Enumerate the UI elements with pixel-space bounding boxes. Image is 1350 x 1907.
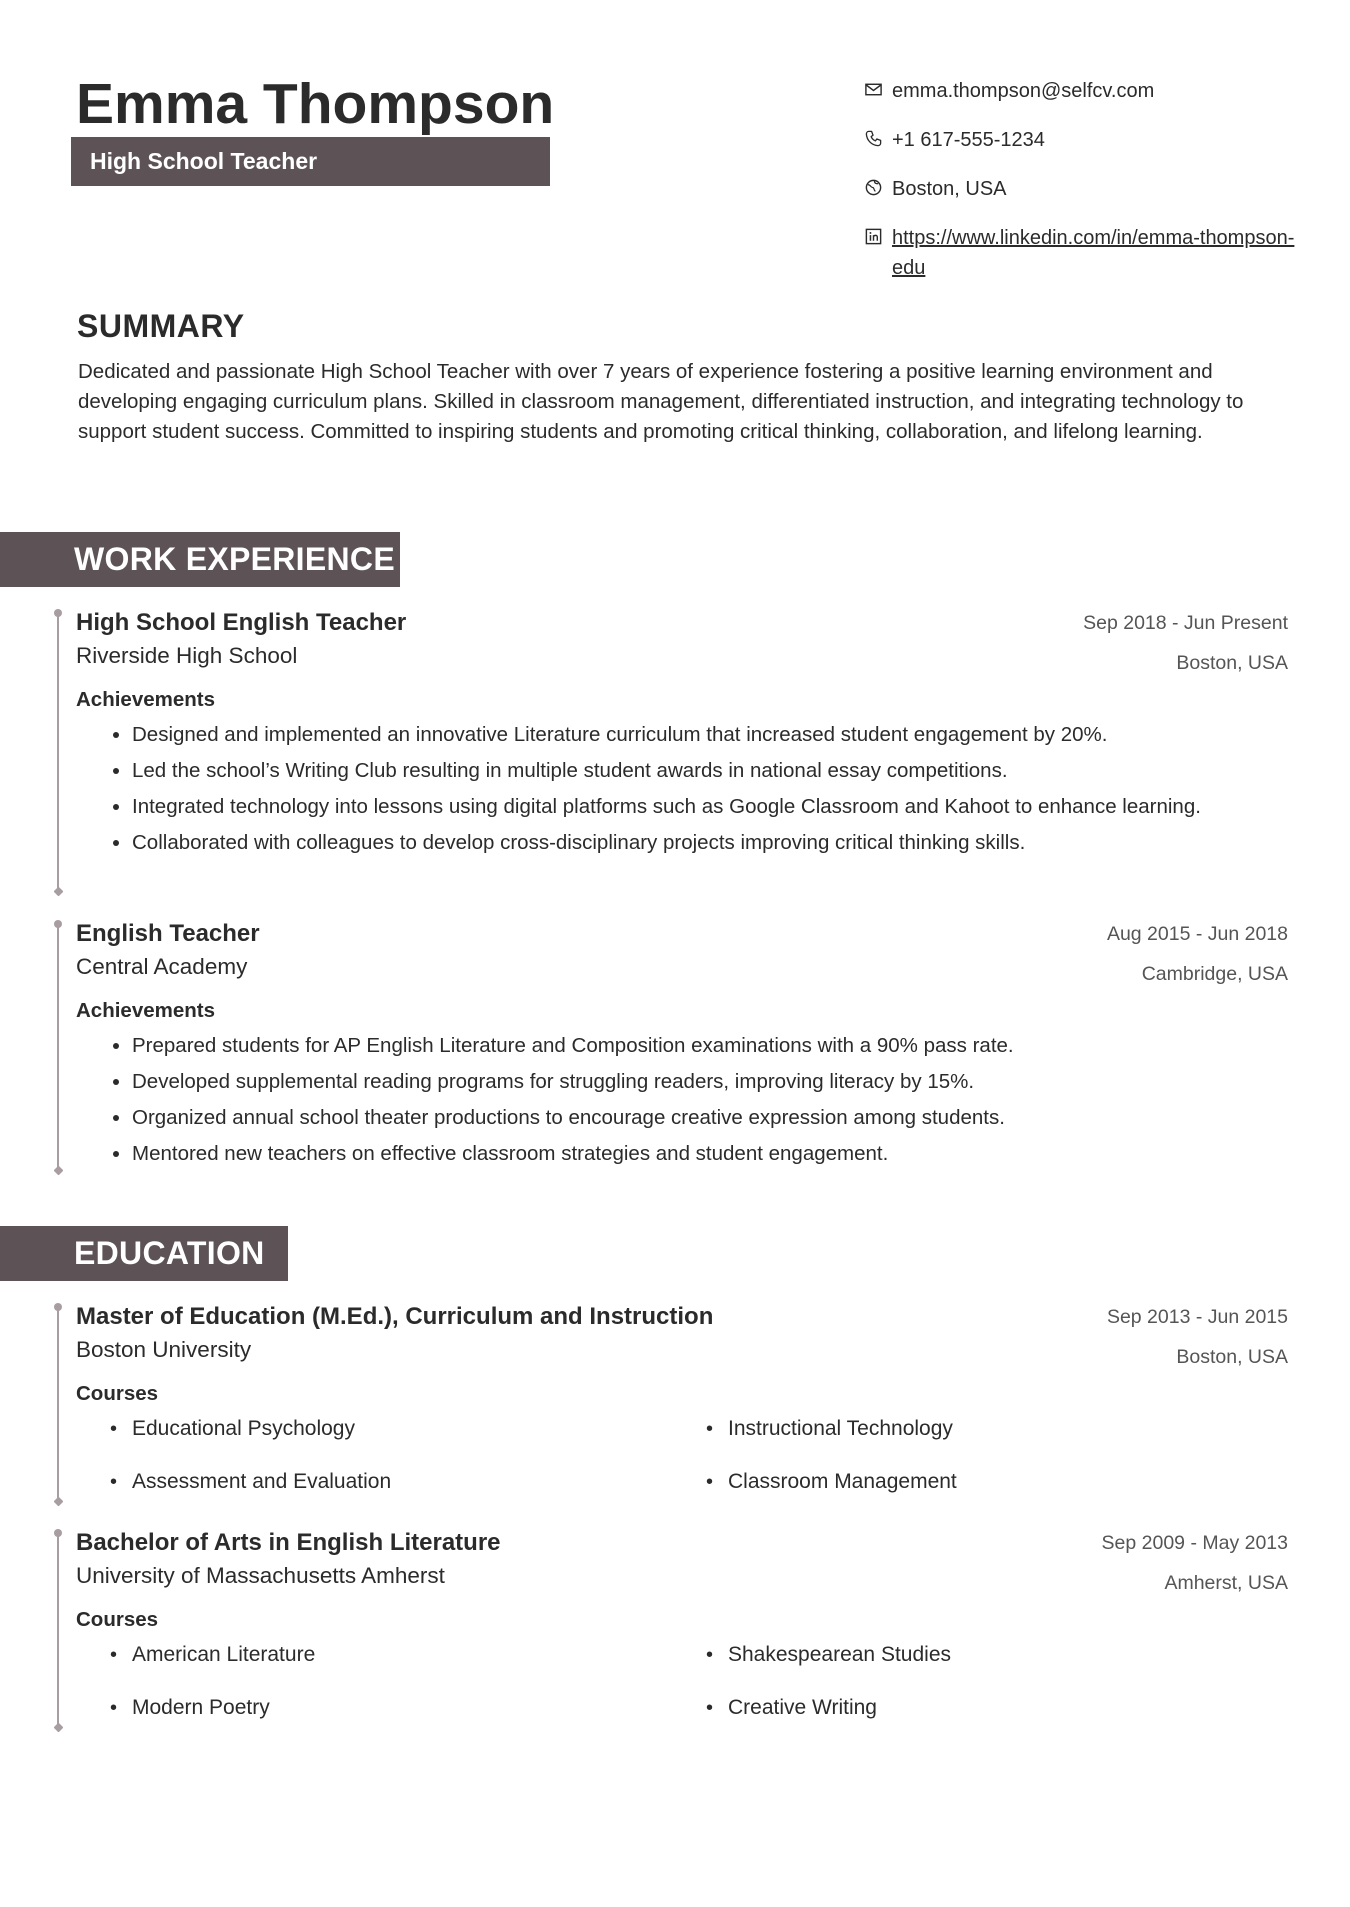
location-text: Boston, USA — [892, 178, 1007, 200]
school-name: University of Massachusetts Amherst — [76, 1563, 445, 1588]
job-dates: Sep 2018 - Jun Present — [1083, 612, 1288, 634]
education-title: EDUCATION — [74, 1235, 265, 1271]
summary-text: Dedicated and passionate High School Teacher with over 7 years of experience fostering a positive learning environment and developing engaging curriculum plans. Skilled in classroom management, differentiated instruction, and integrating technology to support student success. Committed to inspiring students and promoting critical thinking, collaboration, and lifelong learning. — [78, 360, 1244, 443]
contact-phone — [864, 125, 1304, 155]
list-item: • Collaborated with colleagues to develop cross-disciplinary projects improving critical thinking skills. — [132, 828, 1288, 858]
phone-text[interactable]: +1 617-555-1234 — [892, 129, 1045, 151]
list-item: • Instructional Technology — [672, 1414, 1268, 1467]
job-organization: Central Academy — [76, 954, 248, 979]
list-item: • Classroom Management — [672, 1467, 1268, 1520]
job-entry — [76, 608, 1288, 864]
list-item: • Prepared students for AP English Literature and Composition examinations with a 90% pass rate. — [132, 1031, 1288, 1061]
linkedin-icon — [864, 227, 883, 246]
degree-dates: Sep 2013 - Jun 2015 — [1106, 1306, 1288, 1328]
list-item: • Developed supplemental reading programs for struggling readers, improving literacy by 15%. — [132, 1067, 1288, 1097]
list-item: • Modern Poetry — [76, 1693, 672, 1746]
list-item: • Shakespearean Studies — [672, 1640, 1268, 1693]
phone-icon — [864, 129, 883, 148]
degree-title: Bachelor of Arts in English Literature — [76, 1529, 501, 1556]
job-title: High School English Teacher — [76, 609, 407, 636]
list-item: • Creative Writing — [672, 1693, 1268, 1746]
school-location: Amherst, USA — [1164, 1572, 1288, 1594]
job-location: Cambridge, USA — [1141, 963, 1288, 985]
job-location: Boston, USA — [1176, 652, 1288, 674]
school-location: Boston, USA — [1176, 1346, 1288, 1368]
list-item: • Designed and implemented an innovative Literature curriculum that increased student engagement by 20%. — [132, 720, 1288, 750]
role-title: High School Teacher — [90, 148, 318, 174]
contact-linkedin — [864, 223, 1304, 283]
achievements-list — [76, 720, 1288, 858]
timeline-line — [57, 612, 59, 892]
job-organization: Riverside High School — [76, 643, 298, 668]
linkedin-link[interactable]: https://www.linkedin.com/in/emma-thompson-edu — [892, 227, 1295, 279]
achievements-label: Achievements — [76, 999, 216, 1022]
contact-location — [864, 174, 1304, 204]
mail-icon — [864, 80, 883, 99]
contact-email — [864, 76, 1304, 106]
list-item: • Led the school’s Writing Club resulting in multiple student awards in national essay competitions. — [132, 756, 1288, 786]
degree-dates: Sep 2009 - May 2013 — [1101, 1532, 1288, 1554]
courses-label: Courses — [76, 1608, 159, 1631]
summary-heading: SUMMARY — [77, 308, 245, 344]
list-item: • Integrated technology into lessons using digital platforms such as Google Classroom and Kahoot to enhance learning. — [132, 792, 1288, 822]
timeline-line — [57, 1306, 59, 1502]
timeline-line — [57, 923, 59, 1171]
courses-label: Courses — [76, 1382, 159, 1405]
email-text[interactable]: emma.thompson@selfcv.com — [892, 80, 1155, 102]
job-entry — [76, 919, 1288, 1175]
globe-icon — [864, 178, 883, 197]
work-experience-heading — [0, 532, 400, 587]
education-heading — [0, 1226, 288, 1281]
achievements-label: Achievements — [76, 688, 216, 711]
job-dates: Aug 2015 - Jun 2018 — [1106, 923, 1288, 945]
list-item: • Assessment and Evaluation — [76, 1467, 672, 1520]
school-name: Boston University — [76, 1337, 252, 1362]
list-item: • Mentored new teachers on effective classroom strategies and student engagement. — [132, 1139, 1288, 1169]
courses-list — [76, 1640, 1288, 1746]
courses-list — [76, 1414, 1288, 1520]
list-item: • Organized annual school theater productions to encourage creative expression among students. — [132, 1103, 1288, 1133]
timeline-line — [57, 1532, 59, 1728]
education-entry — [76, 1302, 1288, 1520]
job-title: English Teacher — [76, 920, 260, 947]
role-banner — [71, 137, 550, 186]
contact-block — [864, 76, 1304, 302]
list-item: • American Literature — [76, 1640, 672, 1693]
list-item: • Educational Psychology — [76, 1414, 672, 1467]
education-entry — [76, 1528, 1288, 1746]
achievements-list — [76, 1031, 1288, 1169]
candidate-name: Emma Thompson — [76, 72, 555, 136]
degree-title: Master of Education (M.Ed.), Curriculum and Instruction — [76, 1303, 714, 1330]
work-experience-title: WORK EXPERIENCE — [74, 541, 395, 577]
